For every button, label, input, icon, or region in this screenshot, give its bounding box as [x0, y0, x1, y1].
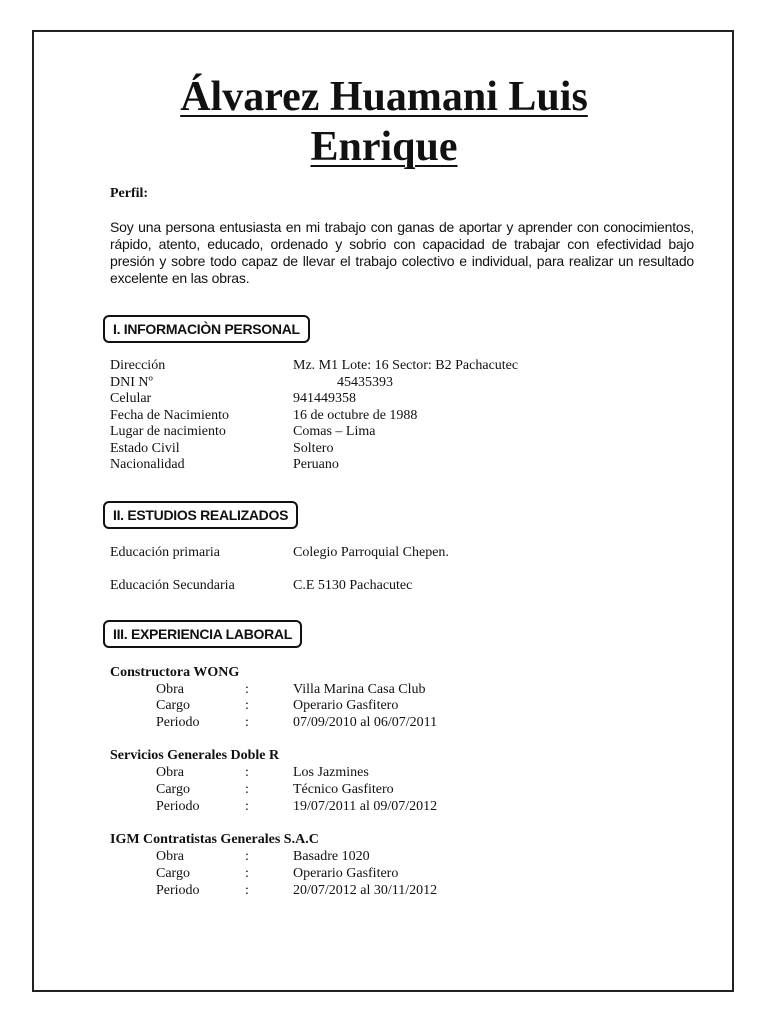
company-name: Constructora WONG [110, 665, 240, 680]
study-label: Educación primaria [110, 545, 221, 560]
info-value: Comas – Lima [293, 424, 376, 439]
job-detail-separator: : [245, 698, 249, 713]
profile-text: Soy una persona entusiasta en mi trabajo con ganas de aportar y aprender con conocimientos, rápido, atento, educado, ordenado y sobrio con capacidad de trabajar con efectividad bajo presión y sobre todo capaz de llevar el trabajo colectivo e individual, para realizar un resultado excelente en las obras. [110, 219, 694, 286]
job-detail-separator: : [245, 799, 249, 814]
company-name: IGM Contratistas Generales S.A.C [110, 832, 319, 847]
job-detail-separator: : [245, 782, 249, 797]
section-title: III. EXPERIENCIA LABORAL [113, 626, 292, 642]
job-detail-value: 19/07/2011 al 09/07/2012 [293, 799, 438, 814]
info-label: Celular [110, 391, 152, 406]
job-detail-key: Cargo [156, 866, 190, 881]
info-label: Fecha de Nacimiento [110, 408, 229, 423]
section-title: II. ESTUDIOS REALIZADOS [113, 507, 289, 523]
info-value: Peruano [293, 457, 339, 472]
job-detail-separator: : [245, 765, 249, 780]
info-value: 941449358 [293, 391, 356, 406]
profile-label: Perfil: [110, 186, 149, 201]
job-detail-separator: : [245, 866, 249, 881]
section-heading-studies [103, 501, 298, 529]
section-title: I. INFORMACIÒN PERSONAL [113, 321, 300, 337]
job-detail-separator: : [245, 849, 249, 864]
section-heading-personal [103, 315, 310, 343]
study-value: C.E 5130 Pachacutec [293, 578, 413, 593]
info-label: DNI Nº [110, 375, 153, 390]
info-value: 45435393 [337, 375, 393, 390]
info-value: 16 de octubre de 1988 [293, 408, 418, 423]
study-label: Educación Secundaria [110, 578, 235, 593]
name-line-2: Enrique [310, 124, 458, 170]
resume-title [0, 72, 768, 172]
job-detail-value: 20/07/2012 al 30/11/2012 [293, 883, 438, 898]
info-value: Soltero [293, 441, 334, 456]
section-heading-experience [103, 620, 302, 648]
job-detail-key: Cargo [156, 782, 190, 797]
job-detail-key: Periodo [156, 799, 200, 814]
job-detail-key: Periodo [156, 883, 200, 898]
job-detail-key: Obra [156, 849, 184, 864]
job-detail-separator: : [245, 682, 249, 697]
job-detail-value: Operario Gasfitero [293, 698, 399, 713]
name-line-1: Álvarez Huamani Luis [180, 74, 588, 120]
job-detail-value: Basadre 1020 [293, 849, 370, 864]
job-detail-key: Cargo [156, 698, 190, 713]
job-detail-value: Villa Marina Casa Club [293, 682, 426, 697]
job-detail-key: Periodo [156, 715, 200, 730]
info-label: Estado Civil [110, 441, 180, 456]
company-name: Servicios Generales Doble R [110, 748, 280, 763]
info-label: Nacionalidad [110, 457, 185, 472]
job-detail-value: Los Jazmines [293, 765, 369, 780]
job-detail-value: Operario Gasfitero [293, 866, 399, 881]
info-value: Mz. M1 Lote: 16 Sector: B2 Pachacutec [293, 358, 519, 373]
job-detail-key: Obra [156, 682, 184, 697]
job-detail-separator: : [245, 883, 249, 898]
job-detail-value: 07/09/2010 al 06/07/2011 [293, 715, 438, 730]
job-detail-value: Técnico Gasfitero [293, 782, 394, 797]
study-value: Colegio Parroquial Chepen. [293, 545, 449, 560]
info-label: Dirección [110, 358, 166, 373]
info-label: Lugar de nacimiento [110, 424, 226, 439]
job-detail-key: Obra [156, 765, 184, 780]
job-detail-separator: : [245, 715, 249, 730]
